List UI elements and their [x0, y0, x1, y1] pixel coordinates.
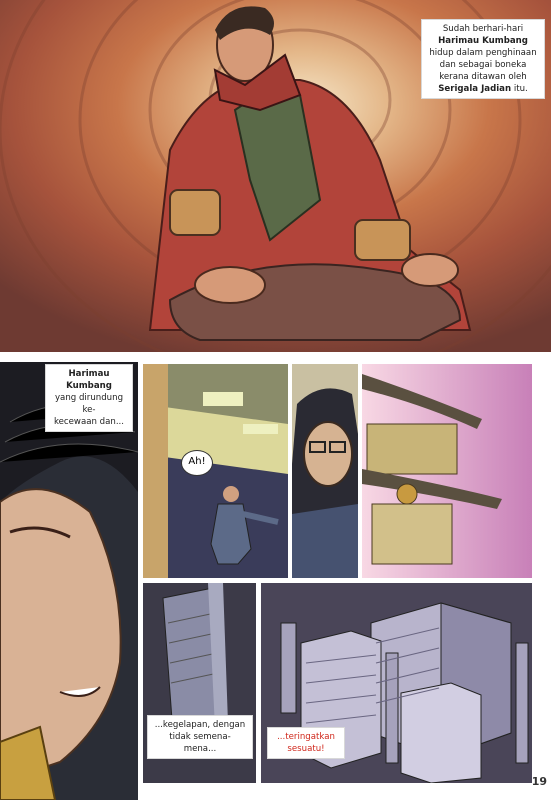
left-narration-caption [45, 364, 133, 432]
hallway-artwork [143, 364, 288, 578]
glasses-man-artwork [292, 364, 358, 578]
pagoda-artwork [362, 364, 532, 578]
caption-text: tidak semena- [169, 732, 231, 742]
top-narration-caption [421, 19, 545, 99]
caption-text: mena... [183, 744, 217, 754]
speech-text: Ah! [188, 456, 206, 467]
panel-face-closeup [0, 362, 138, 800]
panel-meditation [0, 0, 551, 352]
caption-text: ...kegelapan, dengan [154, 720, 246, 730]
panel-glasses-man [292, 364, 358, 578]
page-number: 19 [531, 775, 547, 788]
caption-text: kerana ditawan oleh [439, 72, 527, 82]
caption-text: hidup dalam penghinaan [429, 48, 537, 58]
caption-text: kecewaan dan... [53, 417, 125, 427]
bottom-left-narration-caption [147, 715, 253, 759]
panel-city [261, 583, 532, 783]
panel-darkness [143, 583, 256, 783]
character-name: Serigala Jadian [438, 84, 512, 94]
caption-text: Sudah berhari-hari [442, 24, 524, 34]
caption-text: dan sebagai boneka [439, 60, 527, 70]
speech-bubble [181, 450, 213, 476]
character-name: Harimau Kumbang [66, 369, 112, 391]
caption-text: sesuatu! [287, 744, 325, 754]
caption-text: ...teringatkan [277, 732, 335, 742]
panel-pagoda [362, 364, 532, 578]
panel-hallway [143, 364, 288, 578]
caption-text: itu. [513, 84, 528, 94]
caption-text: yang dirundung ke- [54, 393, 124, 415]
character-name: Harimau Kumbang [438, 36, 528, 46]
bottom-right-narration-caption [267, 727, 345, 759]
